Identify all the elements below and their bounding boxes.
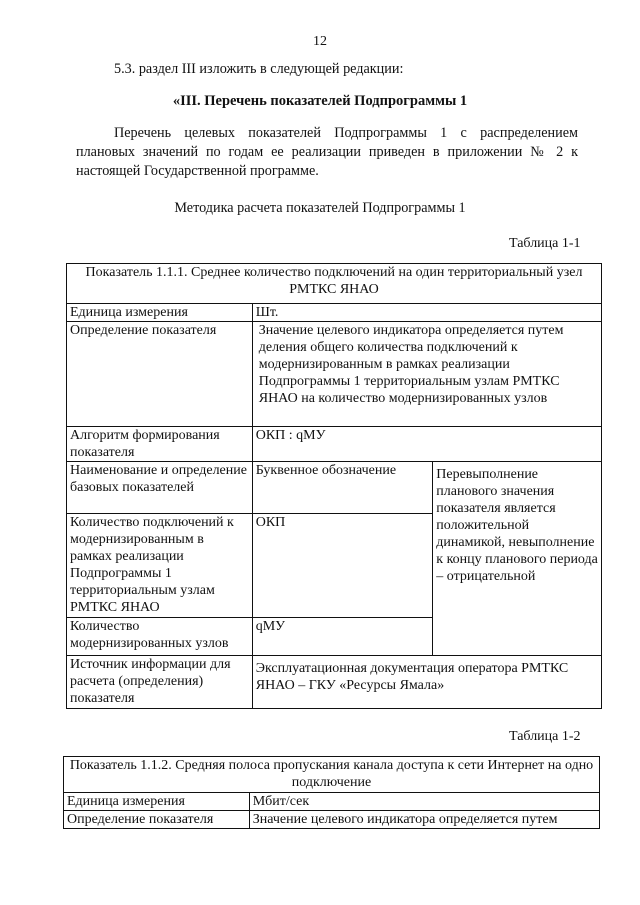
algorithm-value: ОКП : qМУ xyxy=(252,427,601,462)
definition-label: Определение показателя xyxy=(67,322,253,427)
nodes-label: Количество модернизированных узлов xyxy=(67,618,253,656)
table2-definition-value: Значение целевого индикатора определяется путем xyxy=(249,811,599,829)
unit-value: Шт. xyxy=(252,304,601,322)
table2-unit-value: Мбит/сек xyxy=(249,793,599,811)
table1-label: Таблица 1-1 xyxy=(509,236,581,251)
table2-definition-label: Определение показателя xyxy=(64,811,250,829)
indicator-table-2 xyxy=(63,756,600,829)
methodology-title: Методика расчета показателей Подпрограммы 1 xyxy=(174,200,466,216)
section-title: «III. Перечень показателей Подпрограммы 1 xyxy=(172,93,468,109)
intro-line: 5.3. раздел III изложить в следующей редакции: xyxy=(114,61,404,77)
table2-label: Таблица 1-2 xyxy=(509,729,581,744)
table2-header: Показатель 1.1.2. Средняя полоса пропускания канала доступа к сети Интернет на одно подключение xyxy=(64,757,600,793)
table2-unit-label: Единица измерения xyxy=(64,793,250,811)
dynamics-note: Перевыполнение планового значения показателя является положительной динамикой, невыполнение к концу планового периода – отрицательной xyxy=(433,462,602,656)
page-number: 12 xyxy=(313,34,327,49)
indicator-table-1 xyxy=(66,263,602,709)
source-label: Источник информации для расчета (определения) показателя xyxy=(67,656,253,709)
source-value: Эксплуатационная документация оператора РМТКС ЯНАО – ГКУ «Ресурсы Ямала» xyxy=(252,656,601,709)
base-indicators-label: Наименование и определение базовых показателей xyxy=(67,462,253,514)
connections-value: ОКП xyxy=(252,514,433,618)
base-indicators-value: Буквенное обозначение xyxy=(252,462,433,514)
nodes-value: qМУ xyxy=(252,618,433,656)
intro-paragraph: Перечень целевых показателей Подпрограммы 1 с распределением плановых значений по годам ее реализации приведен в приложении № 2 к настоящей Государственной программе. xyxy=(76,125,578,179)
algorithm-label: Алгоритм формирования показателя xyxy=(67,427,253,462)
connections-label: Количество подключений к модернизированным в рамках реализации Подпрограммы 1 территориальным узлам РМТКС ЯНАО xyxy=(67,514,253,618)
table1-header: Показатель 1.1.1. Среднее количество подключений на один территориальный узел РМТКС ЯНАО xyxy=(67,264,602,304)
definition-value: Значение целевого индикатора определяется путем деления общего количества подключений к модернизированным в рамках реализации Подпрограммы 1 территориальным узлам РМТКС ЯНАО на количество модернизированных узлов xyxy=(252,322,601,427)
unit-label: Единица измерения xyxy=(67,304,253,322)
